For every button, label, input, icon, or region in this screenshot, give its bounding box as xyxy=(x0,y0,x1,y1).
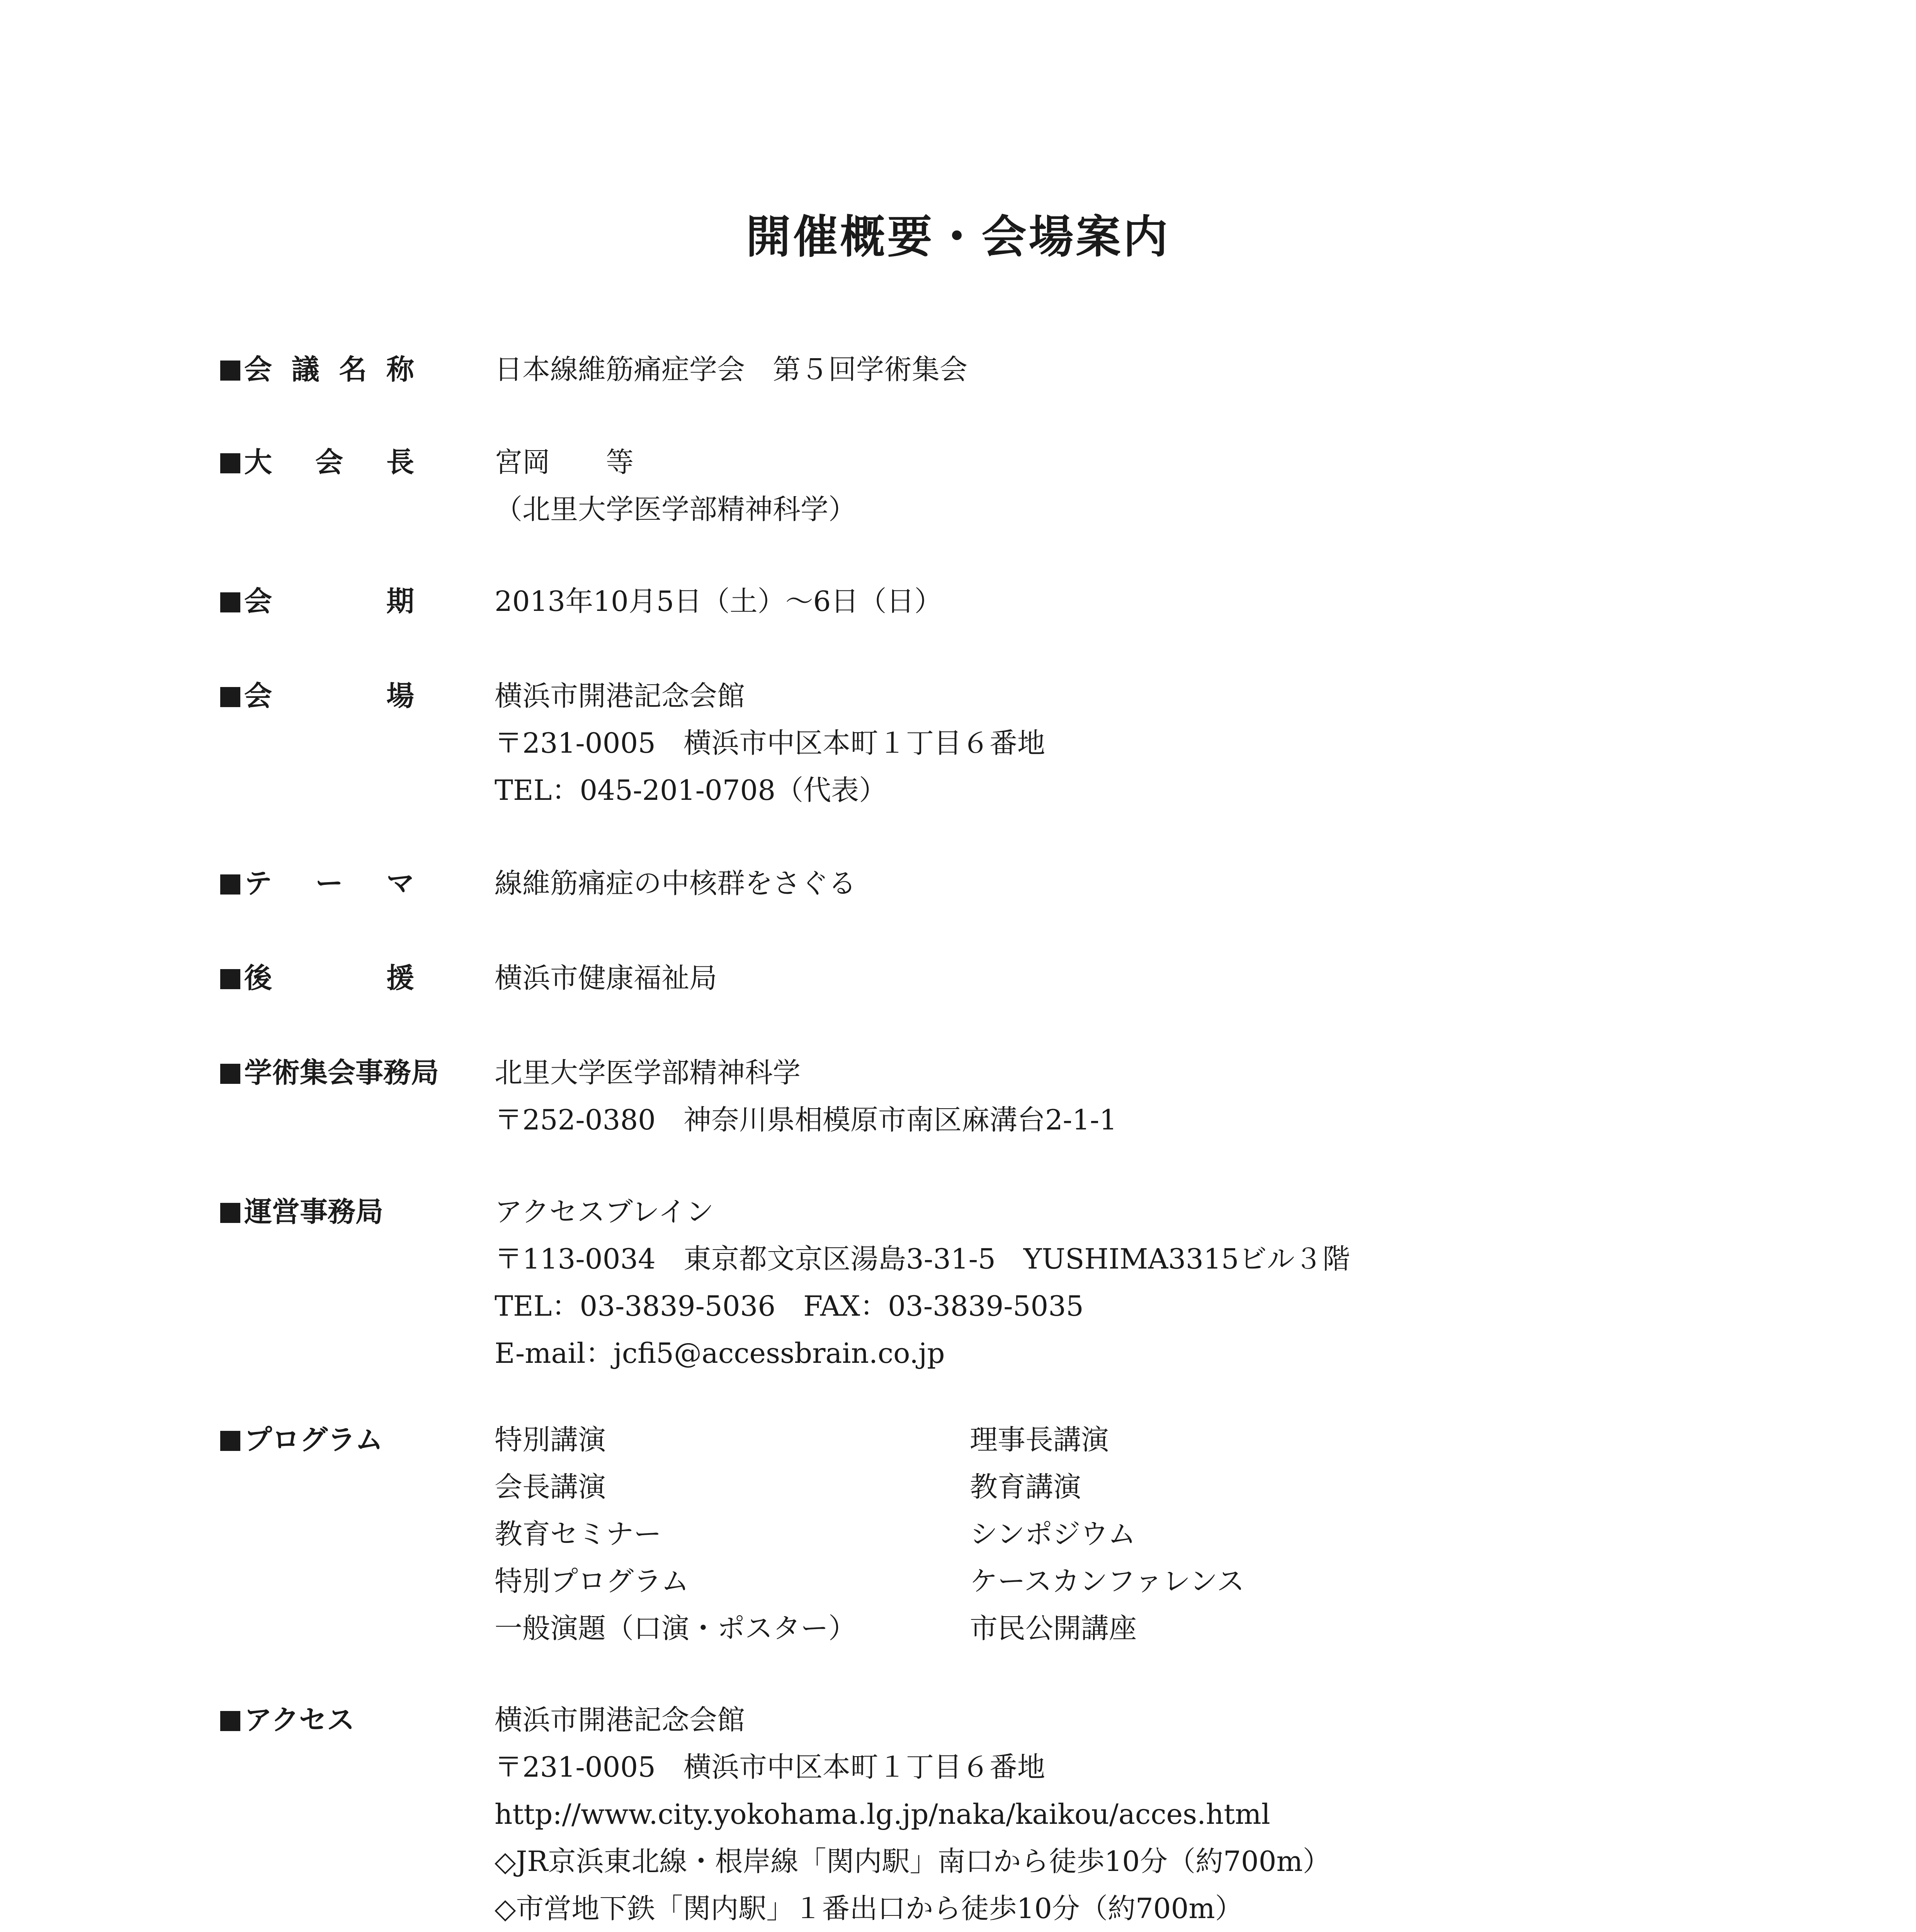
bullet-square-icon xyxy=(220,1711,240,1731)
bullet-square-icon xyxy=(220,1431,240,1451)
label-char: 会 xyxy=(244,585,272,617)
label-management xyxy=(220,1188,491,1235)
page-title: 開催概要・会場案内 xyxy=(746,211,1170,263)
label-text: 運営事務局 xyxy=(244,1196,384,1228)
label-conference-name xyxy=(220,346,491,393)
management-tel-fax: TEL：03-3839-5036 FAX：03-3839-5035 xyxy=(495,1290,1084,1322)
program-item: 教育講演 xyxy=(970,1471,1081,1503)
label-char: 場 xyxy=(386,680,414,712)
label-char: マ xyxy=(386,867,414,900)
label-program xyxy=(220,1416,491,1463)
label-char: 援 xyxy=(386,962,414,994)
label-text: プログラム xyxy=(244,1423,383,1456)
label-char: 会 xyxy=(244,680,272,712)
value-secretariat xyxy=(495,1049,1731,1143)
management-name: アクセスブレイン xyxy=(495,1196,714,1228)
bullet-square-icon xyxy=(220,453,240,473)
program-item: ケースカンファレンス xyxy=(970,1565,1245,1597)
management-email: E-mail：jcfi5@accessbrain.co.jp xyxy=(495,1337,945,1369)
label-char: 名 xyxy=(339,353,367,386)
management-address: 〒113-0034 東京都文京区湯島3-31-5 YUSHIMA3315ビル３階 xyxy=(495,1243,1350,1275)
venue-address: 〒231-0005 横浜市中区本町１丁目６番地 xyxy=(495,727,1045,759)
venue-tel: TEL：045-201-0708（代表） xyxy=(495,774,887,806)
value-line: 横浜市健康福祉局 xyxy=(495,962,717,994)
label-char: 大 xyxy=(244,446,272,478)
program-item: 教育セミナー xyxy=(495,1518,662,1550)
label-char: 会 xyxy=(244,353,272,386)
value-conference-name xyxy=(495,346,1731,393)
label-president xyxy=(220,439,491,486)
access-route-jr: ◇JR京浜東北線・根岸線「関内駅」南口から徒歩10分（約700m） xyxy=(495,1845,1331,1878)
bullet-square-icon xyxy=(220,687,240,707)
value-support xyxy=(495,954,1731,1002)
program-item: 特別講演 xyxy=(495,1423,606,1456)
access-route-subway: ◇市営地下鉄「関内駅」１番出口から徒歩10分（約700m） xyxy=(495,1892,1243,1925)
label-char: 長 xyxy=(386,446,414,478)
label-venue xyxy=(220,672,491,719)
program-item: 特別プログラム xyxy=(495,1565,689,1597)
label-access xyxy=(220,1696,491,1743)
value-theme xyxy=(495,860,1731,907)
value-president xyxy=(495,439,1731,533)
bullet-square-icon xyxy=(220,874,240,895)
label-secretariat xyxy=(220,1049,491,1096)
secretariat-address: 〒252-0380 神奈川県相模原市南区麻溝台2-1-1 xyxy=(495,1104,1117,1136)
label-char: ー xyxy=(315,867,343,900)
president-affiliation: （北里大学医学部精神科学） xyxy=(495,493,857,526)
bullet-square-icon xyxy=(220,592,240,612)
label-char: 期 xyxy=(386,585,414,617)
value-line: 日本線維筋痛症学会 第５回学術集会 xyxy=(495,353,968,386)
secretariat-name: 北里大学医学部精神科学 xyxy=(495,1056,801,1089)
value-period xyxy=(495,578,1731,625)
value-line: 2013年10月5日（土）～6日（日） xyxy=(495,585,942,617)
program-left-column xyxy=(495,1416,856,1652)
program-item: 一般演題（口演・ポスター） xyxy=(495,1612,857,1645)
program-item: シンポジウム xyxy=(970,1518,1136,1550)
bullet-square-icon xyxy=(220,1203,240,1223)
label-theme xyxy=(220,860,491,907)
label-text: アクセス xyxy=(244,1704,355,1736)
bullet-square-icon xyxy=(220,969,240,989)
access-venue-name: 横浜市開港記念会館 xyxy=(495,1704,745,1736)
program-right-column xyxy=(970,1416,1244,1652)
program-item: 市民公開講座 xyxy=(970,1612,1137,1645)
access-address: 〒231-0005 横浜市中区本町１丁目６番地 xyxy=(495,1751,1045,1783)
label-char: 後 xyxy=(244,962,272,994)
venue-name: 横浜市開港記念会館 xyxy=(495,680,745,712)
value-access xyxy=(495,1696,1731,1932)
label-char: 称 xyxy=(386,353,414,386)
value-management xyxy=(495,1188,1731,1377)
label-text: 学術集会事務局 xyxy=(244,1056,439,1089)
value-line: 線維筋痛症の中核群をさぐる xyxy=(495,867,857,900)
program-item: 会長講演 xyxy=(495,1471,606,1503)
bullet-square-icon xyxy=(220,1064,240,1084)
label-support xyxy=(220,954,491,1002)
label-char: 議 xyxy=(291,353,320,386)
label-char: 会 xyxy=(315,446,343,478)
access-url: http://www.city.yokohama.lg.jp/naka/kaikou/acces.html xyxy=(495,1798,1270,1830)
bullet-square-icon xyxy=(220,361,240,381)
value-venue xyxy=(495,672,1731,814)
program-item: 理事長講演 xyxy=(970,1423,1109,1456)
label-period xyxy=(220,578,491,625)
president-name: 宮岡 等 xyxy=(495,446,634,478)
label-char: テ xyxy=(244,867,272,900)
